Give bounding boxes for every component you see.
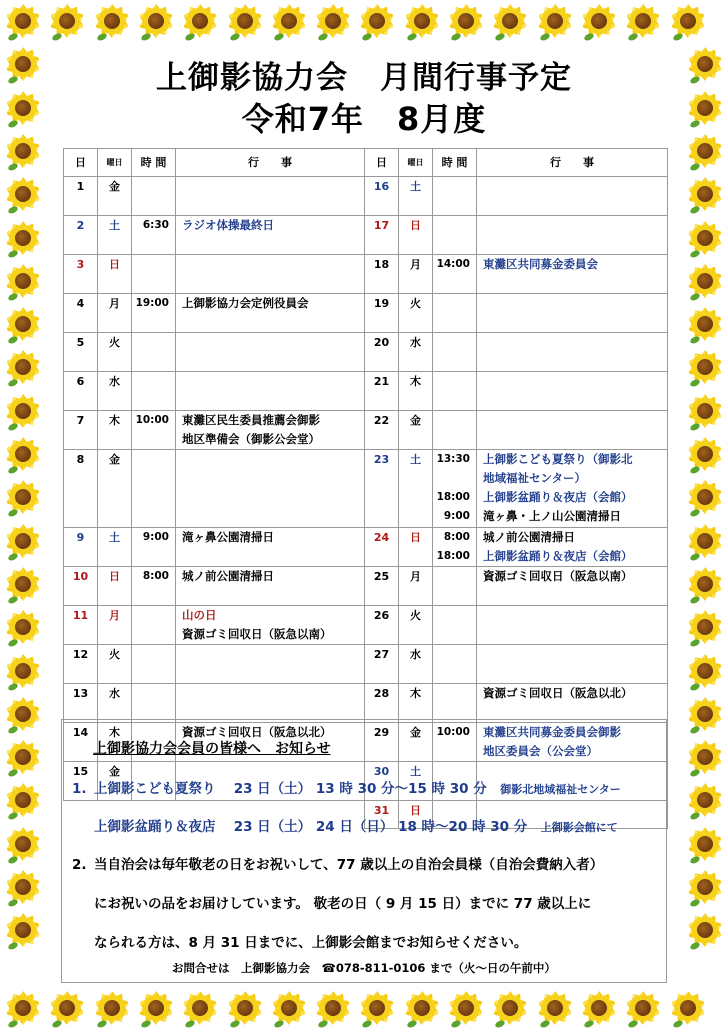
time-text: 8:00 [443, 531, 470, 543]
sunflower-icon [688, 221, 722, 255]
notice-item-1b [94, 815, 618, 835]
weekday: 木 [98, 411, 132, 450]
sunflower-icon [688, 307, 722, 341]
sunflower-icon [6, 783, 40, 817]
time-cell [433, 450, 477, 528]
day-number: 13 [64, 684, 98, 723]
sunflower-icon [688, 480, 722, 514]
sunflower-icon [688, 264, 722, 298]
weekday: 火 [399, 606, 433, 645]
weekday: 木 [98, 723, 132, 762]
event-cell [176, 450, 365, 528]
event-cell [176, 372, 365, 411]
day-number: 30 [365, 762, 399, 801]
time-cell [132, 333, 176, 372]
event-text: 上御影協力会定例役員会 [182, 296, 309, 310]
event-cell [477, 450, 668, 528]
time-cell [132, 450, 176, 528]
notice-item-2c: なられる方は、8 月 31 日までに、上御影会館までお知らせください。 [94, 935, 528, 951]
sunflower-icon [688, 783, 722, 817]
event-cell [477, 294, 668, 333]
sunflower-icon [688, 350, 722, 384]
sunflower-icon [6, 740, 40, 774]
day-number: 7 [64, 411, 98, 450]
col-day: 日 [365, 149, 399, 177]
col-event: 行 事 [477, 149, 668, 177]
time-cell [132, 372, 176, 411]
sunflower-icon [449, 4, 483, 38]
event-text: 地域福祉センター） [483, 471, 587, 485]
time-text [436, 294, 470, 313]
sunflower-icon [688, 870, 722, 904]
time-text [436, 606, 470, 625]
event-cell [176, 567, 365, 606]
event-text: 滝ヶ鼻・上ノ山公園清掃日 [483, 509, 621, 523]
time-text [436, 235, 470, 254]
time-text [436, 333, 470, 352]
weekday: 月 [399, 255, 433, 294]
weekday: 木 [399, 684, 433, 723]
day-number: 27 [365, 645, 399, 684]
header-row [64, 149, 668, 177]
event-text: 山の日 [182, 608, 217, 622]
weekday: 金 [98, 177, 132, 216]
time-text [436, 274, 470, 293]
sunflower-icon [6, 827, 40, 861]
sunflower-icon [183, 991, 217, 1025]
event-text: 城ノ前公園清掃日 [483, 530, 575, 544]
time-cell [433, 567, 477, 606]
day-number: 1 [64, 177, 98, 216]
sunflower-icon [449, 991, 483, 1025]
day-number: 20 [365, 333, 399, 372]
event-text: ラジオ体操最終日 [182, 218, 274, 232]
sunflower-icon [272, 991, 306, 1025]
sunflower-icon [228, 991, 262, 1025]
sunflower-icon [6, 437, 40, 471]
time-cell [433, 684, 477, 723]
event-cell [477, 372, 668, 411]
event-cell [176, 645, 365, 684]
time-text [436, 645, 470, 664]
sunflower-icon [582, 4, 616, 38]
event-text: 地区準備会（御影公会堂） [182, 432, 320, 446]
col-weekday: 曜日 [399, 149, 433, 177]
time-cell [433, 294, 477, 333]
time-text [436, 567, 470, 586]
time-cell [433, 411, 477, 450]
weekday: 火 [98, 645, 132, 684]
sunflower-icon [228, 4, 262, 38]
sunflower-icon [688, 524, 722, 558]
time-cell [132, 177, 176, 216]
event-cell [176, 255, 365, 294]
time-cell: 19:00 [132, 294, 176, 333]
time-text [436, 586, 470, 605]
page-subtitle: 令和7年 8月度 [241, 100, 487, 138]
sunflower-icon [6, 307, 40, 341]
time-text [436, 352, 470, 371]
weekday: 日 [98, 255, 132, 294]
event-text: 上御影盆踊り＆夜店（会館） [483, 549, 633, 563]
event-text: 東灘区民生委員推薦会御影 [182, 413, 320, 427]
col-time: 時 間 [433, 149, 477, 177]
sunflower-icon [183, 4, 217, 38]
weekday: 金 [98, 762, 132, 801]
time-cell: 8:00 [132, 567, 176, 606]
event-text: 城ノ前公園清掃日 [182, 569, 274, 583]
event-text: 資源ゴミ回収日（阪急以北） [483, 686, 633, 700]
col-event: 行 事 [176, 149, 365, 177]
sunflower-icon [688, 697, 722, 731]
sunflower-icon [688, 740, 722, 774]
table-row [64, 606, 668, 645]
sunflower-icon [6, 697, 40, 731]
table-row [64, 684, 668, 723]
weekday: 日 [98, 567, 132, 606]
event-cell [477, 684, 668, 723]
day-number: 3 [64, 255, 98, 294]
time-text [436, 313, 470, 332]
time-cell: 10:00 [132, 411, 176, 450]
time-cell [433, 645, 477, 684]
sunflower-icon [688, 394, 722, 428]
time-text: 9:00 [443, 510, 470, 522]
event-cell [477, 333, 668, 372]
weekday: 金 [399, 411, 433, 450]
time-cell [132, 684, 176, 723]
day-number: 19 [365, 294, 399, 333]
sunflower-icon [6, 480, 40, 514]
notice-heading: 上御影協力会会員の皆様へ お知らせ [93, 741, 331, 757]
col-time: 時 間 [132, 149, 176, 177]
sunflower-icon [626, 991, 660, 1025]
time-cell [433, 528, 477, 567]
notice-text: 当自治会は毎年敬老の日をお祝いして、77 歳以上の自治会員様（自治会費納入者） [94, 857, 604, 873]
day-number: 8 [64, 450, 98, 528]
sunflower-icon [671, 991, 705, 1025]
time-cell [132, 255, 176, 294]
time-text [436, 216, 470, 235]
day-number: 16 [365, 177, 399, 216]
notice-text: 上御影こども夏祭り 23 日（土） 13 時 30 分～15 時 30 分 [94, 781, 487, 797]
sunflower-icon [316, 991, 350, 1025]
sunflower-icon [6, 394, 40, 428]
day-number: 2 [64, 216, 98, 255]
col-weekday: 曜日 [98, 149, 132, 177]
day-number: 23 [365, 450, 399, 528]
sunflower-icon [688, 654, 722, 688]
sunflower-icon [688, 437, 722, 471]
event-text: 資源ゴミ回収日（阪急以北） [182, 725, 332, 739]
day-number: 29 [365, 723, 399, 762]
day-number: 11 [64, 606, 98, 645]
table-row [64, 294, 668, 333]
weekday: 土 [399, 177, 433, 216]
event-cell [176, 216, 365, 255]
table-row [64, 372, 668, 411]
event-text: 資源ゴミ回収日（阪急以南） [483, 569, 633, 583]
weekday: 金 [399, 723, 433, 762]
day-number: 6 [64, 372, 98, 411]
event-cell [477, 528, 668, 567]
table-row [64, 255, 668, 294]
sunflower-icon [493, 991, 527, 1025]
weekday: 木 [399, 372, 433, 411]
day-number: 9 [64, 528, 98, 567]
event-cell [477, 606, 668, 645]
event-cell [176, 411, 365, 450]
weekday: 日 [399, 216, 433, 255]
col-day: 日 [64, 149, 98, 177]
sunflower-icon [626, 4, 660, 38]
sunflower-icon [6, 4, 40, 38]
day-number: 24 [365, 528, 399, 567]
weekday: 火 [98, 333, 132, 372]
notice-item-2a [72, 853, 603, 873]
day-number: 17 [365, 216, 399, 255]
table-row [64, 411, 668, 450]
time-text: 13:30 [436, 453, 470, 465]
day-number: 12 [64, 645, 98, 684]
time-cell [132, 606, 176, 645]
sunflower-icon [538, 4, 572, 38]
day-number: 4 [64, 294, 98, 333]
sunflower-icon [688, 177, 722, 211]
weekday: 金 [98, 450, 132, 528]
time-text: 18:00 [436, 491, 470, 503]
sunflower-icon [6, 654, 40, 688]
weekday: 土 [98, 528, 132, 567]
time-text [436, 664, 470, 683]
sunflower-icon [6, 221, 40, 255]
event-text: 上御影こども夏祭り（御影北 [483, 452, 633, 466]
event-text: 滝ヶ鼻公園清掃日 [182, 530, 274, 544]
day-number: 26 [365, 606, 399, 645]
day-number: 14 [64, 723, 98, 762]
time-cell [433, 255, 477, 294]
event-cell [477, 216, 668, 255]
table-row [64, 528, 668, 567]
sunflower-icon [405, 4, 439, 38]
notice-text: 上御影盆踊り＆夜店 23 日（土） 24 日（日） 18 時～20 時 30 分 [94, 819, 528, 835]
weekday: 土 [399, 450, 433, 528]
event-cell [176, 177, 365, 216]
event-cell [477, 411, 668, 450]
time-text: 18:00 [436, 550, 470, 562]
time-text [436, 391, 470, 410]
sunflower-icon [139, 991, 173, 1025]
weekday: 土 [399, 762, 433, 801]
time-cell: 6:30 [132, 216, 176, 255]
notice-box [61, 719, 667, 983]
sunflower-icon [272, 4, 306, 38]
event-cell [477, 567, 668, 606]
sunflower-icon [95, 991, 129, 1025]
table-row [64, 567, 668, 606]
table-row [64, 216, 668, 255]
sunflower-icon [360, 991, 394, 1025]
weekday: 月 [98, 606, 132, 645]
sunflower-icon [6, 991, 40, 1025]
sunflower-icon [6, 524, 40, 558]
sunflower-icon [360, 4, 394, 38]
event-text: 資源ゴミ回収日（阪急以南） [182, 627, 332, 641]
time-text [436, 372, 470, 391]
time-text: 14:00 [436, 258, 470, 270]
event-cell [176, 333, 365, 372]
sunflower-icon [538, 991, 572, 1025]
sunflower-icon [6, 567, 40, 601]
day-number: 22 [365, 411, 399, 450]
weekday: 水 [399, 333, 433, 372]
weekday: 日 [399, 801, 433, 829]
event-cell [176, 294, 365, 333]
sunflower-icon [493, 4, 527, 38]
time-text [436, 196, 470, 215]
time-text [436, 411, 470, 430]
weekday: 土 [98, 216, 132, 255]
sunflower-icon [405, 991, 439, 1025]
event-cell [176, 606, 365, 645]
weekday: 水 [98, 372, 132, 411]
sunflower-icon [50, 991, 84, 1025]
time-text [436, 430, 470, 449]
item-number: 2. [72, 857, 87, 873]
notice-item-1a [72, 777, 621, 797]
sunflower-icon [688, 610, 722, 644]
item-number: 1. [72, 781, 87, 797]
event-cell [477, 177, 668, 216]
sunflower-icon [316, 4, 350, 38]
page-title: 上御影協力会 月間行事予定 [156, 60, 572, 96]
weekday: 火 [399, 294, 433, 333]
time-cell: 9:00 [132, 528, 176, 567]
time-cell [433, 606, 477, 645]
event-text: 東灘区共同募金委員会 [483, 257, 598, 271]
sunflower-icon [6, 264, 40, 298]
time-cell [433, 372, 477, 411]
notice-place: 御影北地域福祉センター [500, 783, 621, 796]
weekday: 水 [98, 684, 132, 723]
contact-line: お問合せは 上御影協力会 ☎078-811-0106 まで（火～日の午前中） [172, 961, 556, 975]
sunflower-icon [6, 610, 40, 644]
time-cell [132, 645, 176, 684]
sunflower-icon [6, 177, 40, 211]
sunflower-icon [688, 827, 722, 861]
day-number: 25 [365, 567, 399, 606]
sunflower-icon [6, 913, 40, 947]
day-number: 5 [64, 333, 98, 372]
sunflower-icon [688, 913, 722, 947]
day-number: 15 [64, 762, 98, 801]
time-text [436, 469, 470, 488]
day-number: 31 [365, 801, 399, 829]
event-text: 上御影盆踊り＆夜店（会館） [483, 490, 633, 504]
notice-item-2b: にお祝いの品をお届けしています。 敬老の日（ 9 月 15 日）までに 77 歳以上に [94, 896, 592, 912]
time-text: 10:00 [436, 726, 470, 738]
weekday: 水 [399, 645, 433, 684]
time-text [436, 684, 470, 703]
sunflower-icon [95, 4, 129, 38]
event-cell [477, 255, 668, 294]
day-number: 28 [365, 684, 399, 723]
sunflower-icon [582, 991, 616, 1025]
notice-place: 上御影会館にて [540, 821, 618, 834]
event-cell [477, 645, 668, 684]
time-text [436, 625, 470, 644]
table-row [64, 333, 668, 372]
event-text: 東灘区共同募金委員会御影 [483, 725, 621, 739]
sunflower-icon [50, 4, 84, 38]
sunflower-icon [688, 567, 722, 601]
event-cell [176, 684, 365, 723]
day-number: 10 [64, 567, 98, 606]
weekday: 日 [399, 528, 433, 567]
time-text [436, 177, 470, 196]
time-cell [433, 333, 477, 372]
table-row [64, 450, 668, 528]
day-number: 18 [365, 255, 399, 294]
sunflower-icon [6, 350, 40, 384]
weekday: 月 [399, 567, 433, 606]
time-cell [433, 216, 477, 255]
time-cell [433, 177, 477, 216]
day-number: 21 [365, 372, 399, 411]
weekday: 月 [98, 294, 132, 333]
sunflower-icon [6, 870, 40, 904]
sunflower-icon [671, 4, 705, 38]
sunflower-icon [139, 4, 173, 38]
table-row [64, 177, 668, 216]
event-cell [176, 528, 365, 567]
event-text: 地区委員会（公会堂） [483, 744, 598, 758]
table-row [64, 645, 668, 684]
